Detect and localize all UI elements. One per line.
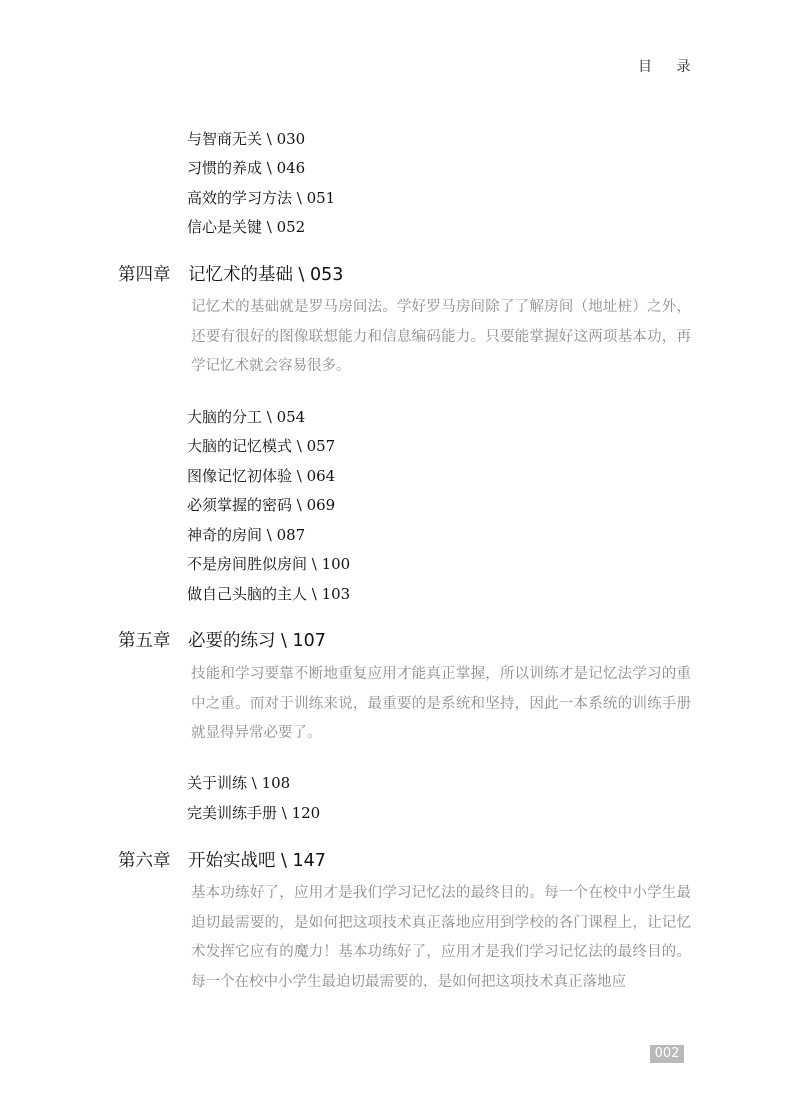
- chapter-summary: 记忆术的基础就是罗马房间法。学好罗马房间除了了解房间（地址桩）之外，还要有很好的图像联想能力和信息编码能力。只要能掌握好这两项基本功，再学记忆术就会容易很多。: [191, 299, 691, 374]
- chapter-heading-5[interactable]: [118, 627, 326, 652]
- chapter-title: 必要的练习 \ 107: [188, 631, 326, 651]
- toc-item[interactable]: 与智商无关 \ 030: [187, 130, 306, 148]
- chapter-heading-4[interactable]: [118, 261, 343, 286]
- toc-item[interactable]: 完美训练手册 \ 120: [187, 804, 321, 822]
- toc-item[interactable]: 神奇的房间 \ 087: [187, 526, 306, 544]
- chapter-title: 开始实战吧 \ 147: [188, 851, 326, 871]
- chapter-number: 第六章: [118, 851, 171, 871]
- page-number-badge: 002: [650, 1045, 684, 1063]
- toc-item[interactable]: 关于训练 \ 108: [187, 774, 291, 792]
- toc-item[interactable]: 信心是关键 \ 052: [187, 218, 306, 236]
- chapter-summary: 技能和学习要靠不断地重复应用才能真正掌握，所以训练才是记忆法学习的重中之重。而对于训练来说，最重要的是系统和坚持，因此一本系统的训练手册就显得异常必要了。: [191, 666, 691, 741]
- toc-item[interactable]: 必须掌握的密码 \ 069: [187, 496, 336, 514]
- chapter-heading-6[interactable]: [118, 847, 326, 872]
- toc-item[interactable]: 习惯的养成 \ 046: [187, 159, 306, 177]
- chapter-title: 记忆术的基础 \ 053: [188, 265, 344, 285]
- chapter-number: 第五章: [118, 631, 171, 651]
- toc-item[interactable]: 大脑的记忆模式 \ 057: [187, 437, 336, 455]
- toc-item[interactable]: 做自己头脑的主人 \ 103: [187, 585, 351, 603]
- toc-item[interactable]: 高效的学习方法 \ 051: [187, 189, 336, 207]
- chapter-number: 第四章: [118, 265, 171, 285]
- toc-item[interactable]: 图像记忆初体验 \ 064: [187, 467, 336, 485]
- toc-item[interactable]: 不是房间胜似房间 \ 100: [187, 555, 351, 573]
- chapter-summary: 基本功练好了，应用才是我们学习记忆法的最终目的。每一个在校中小学生最迫切最需要的，是如何把这项技术真正落地应用到学校的各门课程上，让记忆术发挥它应有的魔力！基本功练好了，应用才是我们学习记忆法的最终目的。每一个在校中小学生最迫切最需要的，是如何把这项技术真正落地应: [191, 885, 691, 990]
- page-header-title: 目 录: [638, 59, 701, 75]
- toc-item[interactable]: 大脑的分工 \ 054: [187, 408, 306, 426]
